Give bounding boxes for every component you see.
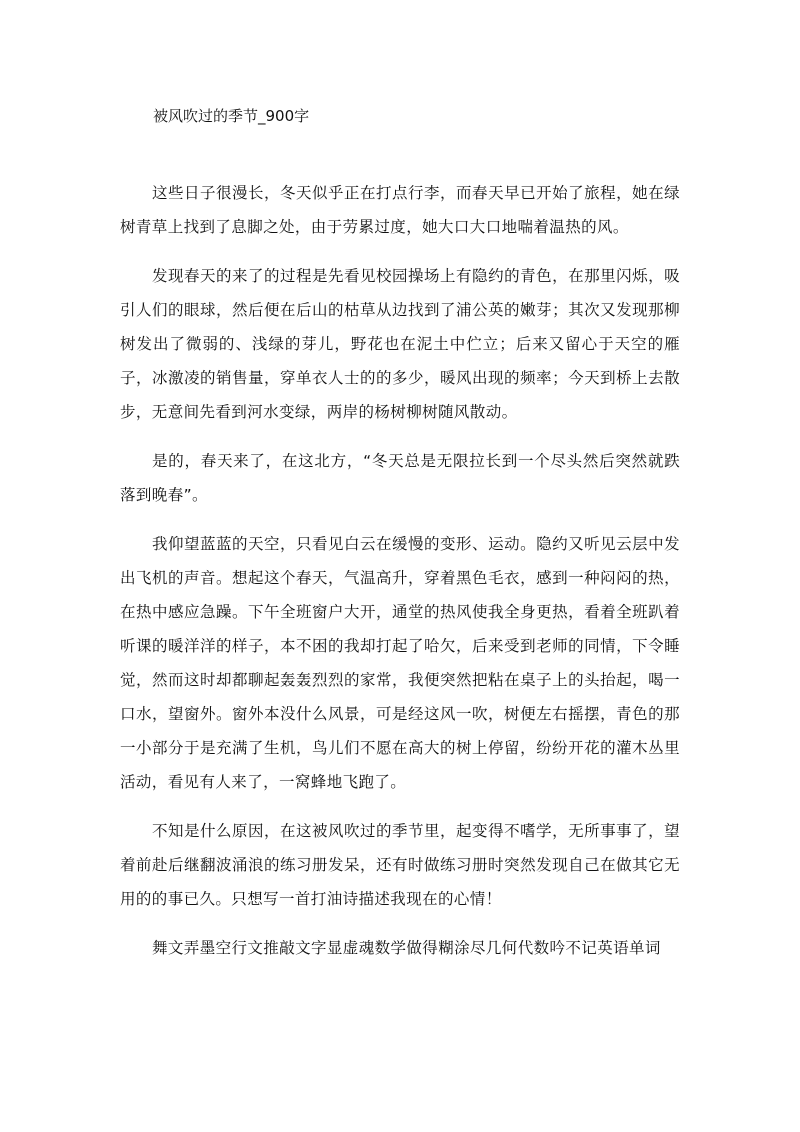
paragraph-2: 发现春天的来了的过程是先看见校园操场上有隐约的青色，在那里闪烁，吸引人们的眼球，然后便在后山的枯草从边找到了浦公英的嫩芽；其次又发现那柳树发出了微弱的、浅绿的芽儿，野花也在泥土中伫立；后来又留心于天空的雁子，冰激凌的销售量，穿单衣人士的的多少，暖风出现的频率；今天到桥上去散步，无意间先看到河水变绿，两岸的杨树柳树随风散动。	[120, 267, 680, 421]
paragraph-1: 这些日子很漫长，冬天似乎正在打点行李，而春天早已开始了旅程，她在绿树青草上找到了息脚之处，由于劳累过度，她大口大口地喘着温热的风。	[120, 184, 680, 236]
paragraph-4: 我仰望蓝蓝的天空，只看见白云在缓慢的变形、运动。隐约又听见云层中发出飞机的声音。想起这个春天，气温高升，穿着黑色毛衣，感到一种闷闷的热，在热中感应急躁。下午全班窗户大开，通堂的热风使我全身更热，看着全班趴着听课的暖洋洋的样子，本不困的我却打起了哈欠，后来受到老师的同情，下令睡觉，然而这时却都聊起轰轰烈烈的家常，我便突然把粘在桌子上的头抬起，喝一口水，望窗外。窗外本没什么风景，可是经这风一吹，树便左右摇摆，青色的那一小部分于是充满了生机，鸟儿们不愿在高大的树上停留，纷纷开花的灌木丛里活动，看见有人来了，一窝蜂地飞跑了。	[120, 535, 680, 791]
paragraph-6-poem: 舞文弄墨空行文推敲文字显虚魂数学做得糊涂尽几何代数吟不记英语单词	[152, 939, 661, 957]
document-title: 被风吹过的季节_900字	[153, 107, 310, 125]
document-body	[120, 176, 680, 965]
paragraph-3: 是的，春天来了，在这北方，“冬天总是无限拉长到一个尽头然后突然就跌落到晚春”。	[120, 452, 680, 504]
paragraph-5: 不知是什么原因，在这被风吹过的季节里，起变得不嗜学，无所事事了，望着前赴后继翻波涌浪的练习册发呆，还有时做练习册时突然发现自己在做其它无用的的事已久。只想写一首打油诗描述我现在的心情！	[120, 822, 680, 908]
